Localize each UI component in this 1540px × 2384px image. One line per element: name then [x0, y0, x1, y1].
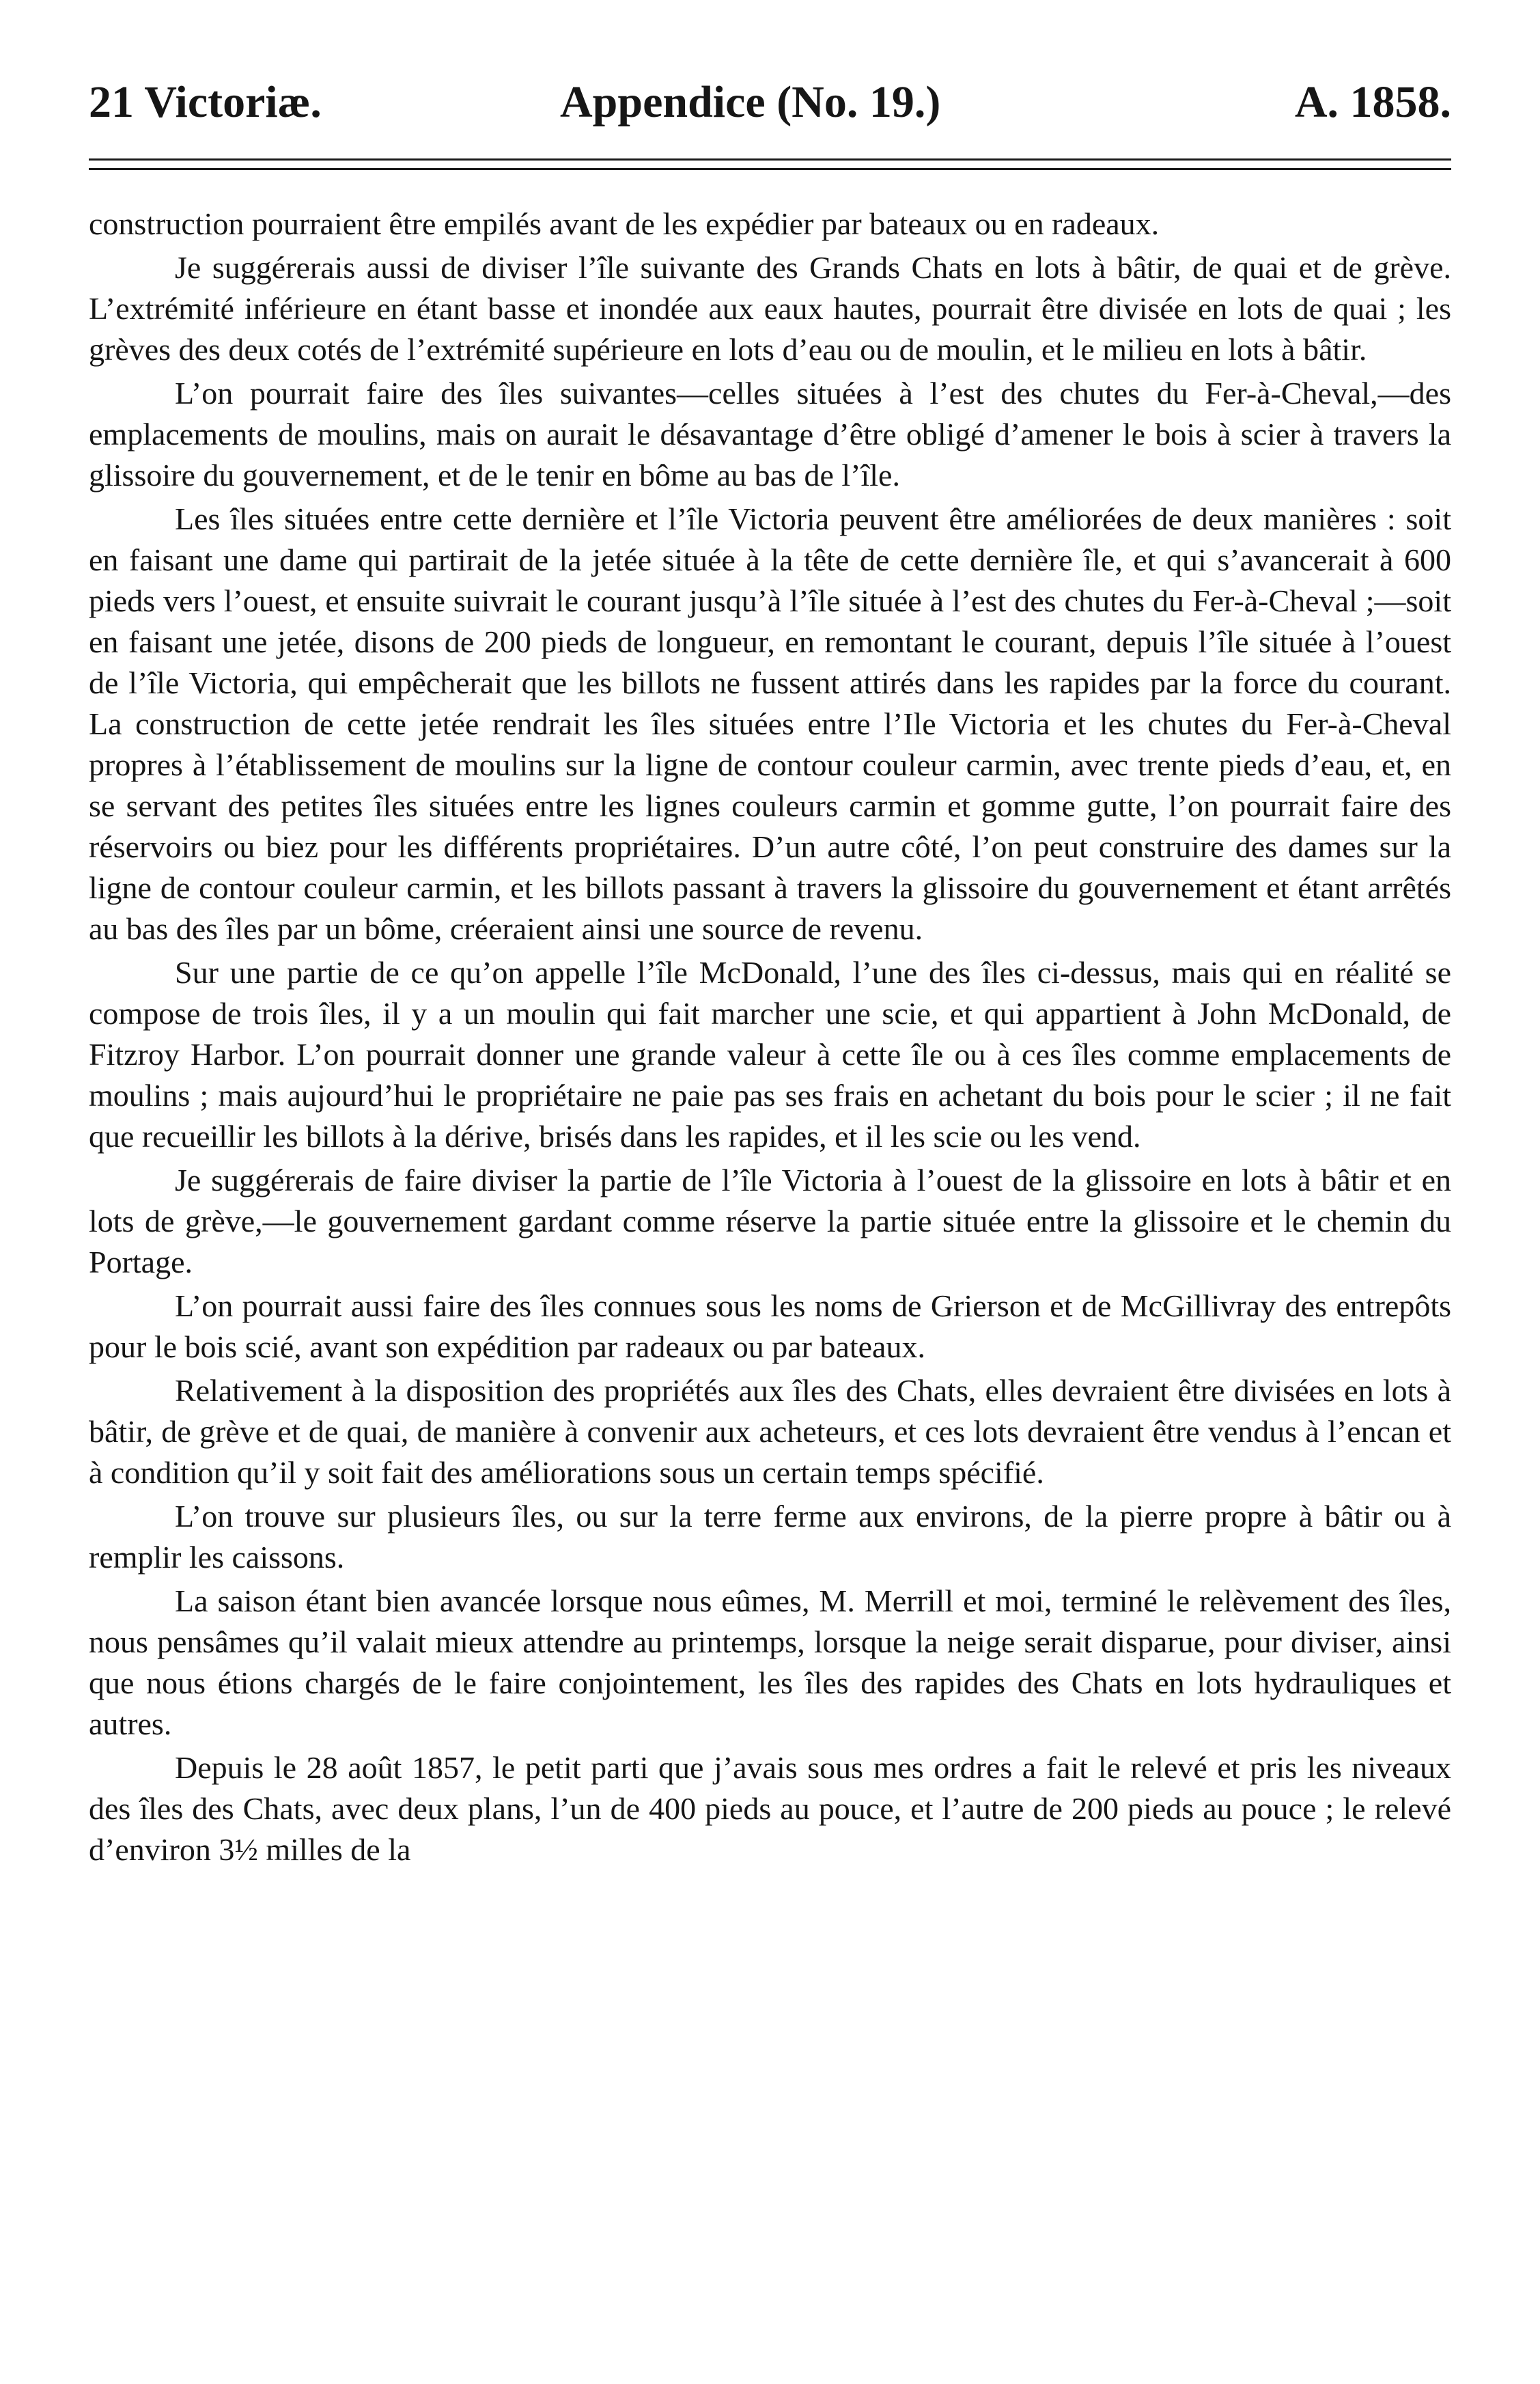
- paragraph-continuation: construction pourraient être empilés avant de les expédier par bateaux ou en radeaux.: [89, 206, 1160, 241]
- paragraph-saison-avancee: La saison étant bien avancée lorsque nous eûmes, M. Merrill et moi, terminé le relèvement des îles, nous pensâmes qu’il valait mieux attendre au printemps, lorsque la neige serait disparue, pour diviser, ainsi que nous étions chargés de le faire conjointement, les îles des rapides des Chats en lots hydrauliques et autres.: [89, 1583, 1451, 1741]
- header-appendix-number: Appendice (No. 19.): [560, 77, 941, 127]
- paragraph-grierson-mcgillivray: L’on pourrait aussi faire des îles connues sous les noms de Grierson et de McGillivray des entrepôts pour le bois scié, avant son expédition par radeaux ou par bateaux.: [89, 1288, 1451, 1364]
- paragraph-division-ile-victoria: Je suggérerais de faire diviser la partie de l’île Victoria à l’ouest de la glissoire en lots à bâtir et en lots de grève,—le gouvernement gardant comme réserve la partie située entre la glissoire et le chemin du Portage.: [89, 1163, 1451, 1279]
- header-rule-bottom: [89, 168, 1451, 170]
- header-rule-top: [89, 158, 1451, 161]
- header-year: A. 1858.: [1294, 77, 1451, 127]
- paragraph-grands-chats-lots: Je suggérerais aussi de diviser l’île suivante des Grands Chats en lots à bâtir, de quai et de grève. L’extrémité inférieure en étant basse et inondée aux eaux hautes, pourrait être divisée en lots de quai ; les grèves des deux cotés de l’extrémité supérieure en lots d’eau ou de moulin, et le milieu en lots à bâtir.: [89, 250, 1451, 367]
- paragraph-ile-mcdonald: Sur une partie de ce qu’on appelle l’île McDonald, l’une des îles ci-dessus, mais qui en réalité se compose de trois îles, il y a un moulin qui fait marcher une scie, et qui appartient à John McDonald, de Fitzroy Harbor. L’on pourrait donner une grande valeur à cette île ou à ces îles comme emplacements de moulins ; mais aujourd’hui le propriétaire ne paie pas ses frais en achetant du bois pour le scier ; il ne fait que recueillir les billots à la dérive, brisés dans les rapides, et il les scie ou les vend.: [89, 955, 1451, 1154]
- paragraph-ile-victoria-ameliorations: Les îles situées entre cette dernière et l’île Victoria peuvent être améliorées de deux manières : soit en faisant une dame qui partirait de la jetée située à la tête de cette dernière île, et qui s’avancerait à 600 pieds vers l’ouest, et ensuite suivrait le courant jusqu’à l’île située à l’est des chutes du Fer-à-Cheval ;—soit en faisant une jetée, disons de 200 pieds de longueur, en remontant le courant, depuis l’île située à l’ouest de l’île Victoria, qui empêcherait que les billots ne fussent attirés dans les rapides par la force du courant. La construction de cette jetée rendrait les îles situées entre l’Ile Victoria et les chutes du Fer-à-Cheval propres à l’établissement de moulins sur la ligne de contour couleur carmin, avec trente pieds d’eau, et, en se servant des petites îles situées entre les lignes couleurs carmin et gomme gutte, l’on pourrait faire des réservoirs ou biez pour les différents propriétaires. D’un autre côté, l’on peut construire des dames sur la ligne de contour couleur carmin, et les billots passant à travers la glissoire du gouvernement et étant arrêtés au bas des îles par un bôme, créeraient ainsi une source de revenu.: [89, 501, 1451, 946]
- paragraph-disposition-proprietes: Relativement à la disposition des propriétés aux îles des Chats, elles devraient être divisées en lots à bâtir, de grève et de quai, de manière à convenir aux acheteurs, et ces lots devraient être vendus à l’encan et à condition qu’il y soit fait des améliorations sous un certain temps spécifié.: [89, 1373, 1451, 1490]
- paragraph-pierre-a-batir: L’on trouve sur plusieurs îles, ou sur la terre ferme aux environs, de la pierre propre à bâtir ou à remplir les caissons.: [89, 1499, 1451, 1575]
- header-regnal-year: 21 Victoriæ.: [89, 77, 322, 127]
- paragraph-releve-28-aout: Depuis le 28 août 1857, le petit parti que j’avais sous mes ordres a fait le relevé et pris les niveaux des îles des Chats, avec deux plans, l’un de 400 pieds au pouce, et l’autre de 200 pieds au pouce ; le relevé d’environ 3½ milles de la: [89, 1750, 1451, 1867]
- page-header: [89, 72, 1451, 133]
- body-text: [89, 204, 1451, 1873]
- paragraph-fer-a-cheval-moulins: L’on pourrait faire des îles suivantes—celles situées à l’est des chutes du Fer-à-Cheval,—des emplacements de moulins, mais on aurait le désavantage d’être obligé d’amener le bois à scier à travers la glissoire du gouvernement, et de le tenir en bôme au bas de l’île.: [89, 376, 1451, 493]
